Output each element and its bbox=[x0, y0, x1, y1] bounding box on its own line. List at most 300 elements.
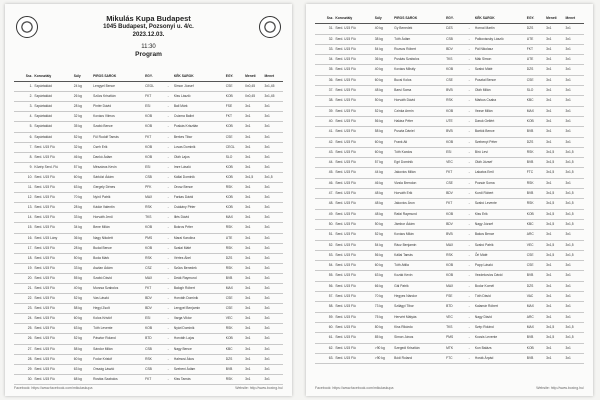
red-boxer-name: Gergely Dénes bbox=[92, 183, 144, 193]
red-boxer-name: Jakovics Milán bbox=[393, 168, 445, 178]
blue-boxer-name: Kiss László bbox=[173, 92, 225, 102]
rounds-format: 3x1,5 bbox=[545, 240, 564, 250]
vs-separator: - bbox=[163, 223, 172, 233]
table-row bbox=[315, 34, 584, 44]
blue-boxer-club: RSK bbox=[526, 178, 545, 188]
website-link[interactable]: Website: http://www.boxing.hu/ bbox=[536, 386, 584, 390]
age-category: Serd. U15 Fiú bbox=[334, 189, 373, 199]
rounds-format: 3x1 bbox=[244, 102, 263, 112]
table-row bbox=[315, 86, 584, 96]
red-boxer-club: FKT bbox=[445, 199, 464, 209]
red-boxer-club: BDV bbox=[445, 189, 464, 199]
bout-number: 17. bbox=[14, 243, 33, 253]
blue-boxer-name: Vértes Ábel bbox=[173, 253, 225, 263]
bout-format: 3x1 bbox=[264, 152, 283, 162]
red-boxer-club: KOB bbox=[144, 243, 163, 253]
age-category: Serd. U15 Fiú bbox=[33, 203, 72, 213]
blue-boxer-name: Orosz Bence bbox=[173, 183, 225, 193]
blue-boxer-club: KBC bbox=[526, 219, 545, 229]
red-boxer-name: Mészáros Kevin bbox=[92, 162, 144, 172]
rounds-format: 3x1 bbox=[545, 55, 564, 65]
col-blue-club: EGY. bbox=[526, 14, 545, 24]
weight-class: 40 kg bbox=[73, 283, 92, 293]
weight-class: 32 kg bbox=[73, 142, 92, 152]
red-boxer-name: Puskás Szabolcs bbox=[393, 55, 445, 65]
rounds-format: 3x1 bbox=[545, 96, 564, 106]
weight-class: 50 kg bbox=[374, 219, 393, 229]
blue-boxer-club: BVB bbox=[526, 158, 545, 168]
red-boxer-name: Kádár Valentin bbox=[92, 203, 144, 213]
red-boxer-club: MAX bbox=[144, 193, 163, 203]
website-link[interactable]: Website: http://www.boxing.hu/ bbox=[235, 386, 283, 390]
blue-boxer-name: Kállai Dominik bbox=[173, 172, 225, 182]
vs-separator: - bbox=[163, 172, 172, 182]
blue-boxer-name: Bíró Levi bbox=[474, 147, 526, 157]
weight-class: 48 kg bbox=[374, 86, 393, 96]
red-boxer-name: Rafai Raymund bbox=[393, 209, 445, 219]
blue-boxer-name: Balogh Róbert bbox=[173, 283, 225, 293]
red-boxer-club: BVB bbox=[445, 86, 464, 96]
table-row bbox=[315, 96, 584, 106]
col-rounds: Meneti bbox=[244, 72, 263, 82]
table-row bbox=[14, 162, 283, 172]
table-row bbox=[315, 75, 584, 85]
table-row bbox=[315, 189, 584, 199]
bout-format: 3x1 bbox=[565, 281, 584, 291]
bout-number: 49. bbox=[315, 209, 334, 219]
red-boxer-club: RSK bbox=[144, 354, 163, 364]
table-row bbox=[315, 281, 584, 291]
red-boxer-club: DZS bbox=[445, 24, 464, 34]
red-boxer-name: Fül Rudolf Tamás bbox=[92, 132, 144, 142]
red-boxer-name: Hervért Mátyás bbox=[393, 312, 445, 322]
weight-class: 55 kg bbox=[73, 273, 92, 283]
red-boxer-club: VEC bbox=[445, 312, 464, 322]
red-boxer-name: Rácz Benjamin bbox=[393, 240, 445, 250]
weight-class: 58 kg bbox=[73, 304, 92, 314]
col-weight: Súly bbox=[73, 72, 92, 82]
col-no: Ssz. bbox=[14, 72, 33, 82]
table-row bbox=[315, 219, 584, 229]
event-address: 1045 Budapest, Pozsonyi u. 4/c. bbox=[103, 24, 194, 30]
red-boxer-club: KOB bbox=[144, 223, 163, 233]
bout-format: 3x1 bbox=[264, 364, 283, 374]
bout-number: 25. bbox=[14, 324, 33, 334]
rounds-format: 3x1 bbox=[545, 86, 564, 96]
bout-number: 63. bbox=[315, 353, 334, 363]
bout-number: 43. bbox=[315, 147, 334, 157]
blue-boxer-club: BVB bbox=[526, 127, 545, 137]
club-logo-left-icon bbox=[16, 16, 38, 38]
blue-boxer-name: Bodor Kornél bbox=[474, 281, 526, 291]
table-row bbox=[14, 92, 283, 102]
bout-number: 22. bbox=[14, 294, 33, 304]
blue-boxer-name: Szalai Máté bbox=[173, 243, 225, 253]
rounds-format: 3x1 bbox=[244, 314, 263, 324]
rounds-format: 3x1 bbox=[244, 233, 263, 243]
bout-format: 3x1 bbox=[565, 106, 584, 116]
rounds-format: 3x1 bbox=[545, 312, 564, 322]
table-row bbox=[14, 213, 283, 223]
bout-format: 3x1,45 bbox=[264, 82, 283, 92]
red-boxer-club: FKT bbox=[144, 132, 163, 142]
table-row bbox=[14, 152, 283, 162]
blue-boxer-club: VAC bbox=[526, 292, 545, 302]
rounds-format: 3x1,5 bbox=[545, 168, 564, 178]
age-category: Serd. U15 Fiú bbox=[334, 34, 373, 44]
bout-format: 3x1 bbox=[264, 263, 283, 273]
rounds-format: 3x1 bbox=[244, 152, 263, 162]
bout-number: 44. bbox=[315, 158, 334, 168]
bout-format: 3x1,5 bbox=[565, 147, 584, 157]
blue-boxer-club: RSK bbox=[225, 183, 244, 193]
age-category: Serd. U15 Fiú bbox=[33, 354, 72, 364]
vs-separator: - bbox=[163, 294, 172, 304]
bout-format: 3x1 bbox=[264, 193, 283, 203]
weight-class: 63 kg bbox=[374, 271, 393, 281]
red-boxer-club: BDV bbox=[144, 304, 163, 314]
rounds-format: 3x1 bbox=[244, 324, 263, 334]
blue-boxer-name: Mák Simon bbox=[474, 55, 526, 65]
blue-boxer-name: Csákány Péter bbox=[173, 203, 225, 213]
table-row bbox=[315, 312, 584, 322]
red-boxer-name: Sárközi Ádám bbox=[92, 172, 144, 182]
age-category: Serd. U15 Fiú bbox=[334, 65, 373, 75]
table-row bbox=[315, 178, 584, 188]
blue-boxer-club: MAX bbox=[225, 213, 244, 223]
weight-class: 26 kg bbox=[73, 92, 92, 102]
age-category: Serd. U15 Fiú bbox=[334, 158, 373, 168]
bout-format: 3x1 bbox=[264, 162, 283, 172]
age-category: Serd. U15 Fiú bbox=[334, 322, 373, 332]
weight-class: 75 kg bbox=[374, 312, 393, 322]
blue-boxer-name: Bokros Péter bbox=[173, 223, 225, 233]
bout-format: 3x1,45 bbox=[264, 92, 283, 102]
blue-boxer-club: CEGL bbox=[225, 142, 244, 152]
red-boxer-club: KOB bbox=[445, 65, 464, 75]
age-category: Serd. U15 Fiú bbox=[33, 294, 72, 304]
table-row bbox=[14, 283, 283, 293]
blue-boxer-name: Farkas Dávid bbox=[173, 193, 225, 203]
blue-boxer-club: KOB bbox=[526, 209, 545, 219]
red-boxer-club: CEGL bbox=[144, 82, 163, 92]
weight-class: 48 kg bbox=[374, 189, 393, 199]
bout-format: 3x1 bbox=[565, 75, 584, 85]
age-category: Serd. U15 Fiú bbox=[334, 312, 373, 322]
vs-separator: - bbox=[163, 193, 172, 203]
bout-format: 3x1,5 bbox=[565, 209, 584, 219]
age-category: Serd. U15 Fiú bbox=[33, 213, 72, 223]
table-row bbox=[14, 82, 283, 92]
table-row bbox=[14, 112, 283, 122]
vs-separator: - bbox=[163, 324, 172, 334]
rounds-format: 3x1 bbox=[545, 34, 564, 44]
red-boxer-name: Dankó Ádám bbox=[92, 152, 144, 162]
program-header bbox=[14, 10, 283, 72]
rounds-format: 0x0,45 bbox=[244, 82, 263, 92]
bout-number: 14. bbox=[14, 213, 33, 223]
vs-separator: - bbox=[163, 273, 172, 283]
age-category: Serd. U15 Fiú bbox=[334, 75, 373, 85]
weight-class: 52 kg bbox=[374, 230, 393, 240]
vs-separator: - bbox=[163, 132, 172, 142]
table-row bbox=[315, 24, 584, 34]
table-row bbox=[14, 354, 283, 364]
red-boxer-club: KOB bbox=[445, 106, 464, 116]
blue-boxer-name: Tóth Dávid bbox=[474, 292, 526, 302]
bout-number: 23. bbox=[14, 304, 33, 314]
vs-separator: - bbox=[163, 283, 172, 293]
rounds-format: 3x1 bbox=[244, 243, 263, 253]
age-category: Szpártakiád bbox=[33, 112, 72, 122]
red-boxer-name: Horváth Jenő bbox=[92, 213, 144, 223]
weight-class: >90 kg bbox=[374, 353, 393, 363]
age-category: Szpártakiád bbox=[33, 82, 72, 92]
blue-boxer-club: MAX bbox=[526, 106, 545, 116]
table-row bbox=[14, 132, 283, 142]
facebook-link[interactable]: Facebook: https://www.facebook.com/mikulaskupa bbox=[315, 386, 394, 390]
vs-separator: - bbox=[163, 314, 172, 324]
red-boxer-club: MAX bbox=[144, 273, 163, 283]
table-row bbox=[315, 137, 584, 147]
rounds-format: 3x1 bbox=[244, 142, 263, 152]
blue-boxer-name: Szép Rolánd bbox=[474, 322, 526, 332]
vs-separator: - bbox=[464, 65, 473, 75]
bout-number: 36. bbox=[315, 75, 334, 85]
facebook-link[interactable]: Facebook: https://www.facebook.com/mikulaskupa bbox=[14, 386, 93, 390]
blue-boxer-name: Kocsis Levente bbox=[474, 333, 526, 343]
blue-boxer-name: Bali Márk bbox=[173, 102, 225, 112]
age-category: Serd. U15 Fiú bbox=[334, 24, 373, 34]
rounds-format: 3x1 bbox=[545, 302, 564, 312]
club-logo-right-icon bbox=[259, 16, 281, 38]
bout-number: 38. bbox=[315, 96, 334, 106]
bout-format: 3x1,5 bbox=[565, 199, 584, 209]
table-row bbox=[315, 127, 584, 137]
bout-number: 41. bbox=[315, 127, 334, 137]
vs-separator: - bbox=[464, 158, 473, 168]
weight-class: 52 kg bbox=[73, 334, 92, 344]
rounds-format: 3x1,5 bbox=[244, 172, 263, 182]
bout-format: 3x1,5 bbox=[565, 250, 584, 260]
blue-boxer-club: MAX bbox=[225, 283, 244, 293]
bout-format: 3x1 bbox=[565, 353, 584, 363]
blue-boxer-name: Berkes Tibor bbox=[173, 132, 225, 142]
bout-number: 10. bbox=[14, 172, 33, 182]
vs-separator: - bbox=[163, 142, 172, 152]
age-category: Serd. U15 Fiú bbox=[334, 116, 373, 126]
age-category: Szpártakiád bbox=[33, 92, 72, 102]
bout-format: 3x1 bbox=[264, 253, 283, 263]
age-category: Serd. U15 Fiú bbox=[334, 127, 373, 137]
blue-boxer-name: Kiss Tamás bbox=[173, 374, 225, 384]
bout-number: 60. bbox=[315, 322, 334, 332]
table-row bbox=[14, 122, 283, 132]
weight-class: 57 kg bbox=[374, 158, 393, 168]
blue-boxer-club: FTC bbox=[526, 168, 545, 178]
blue-boxer-club: CSE bbox=[526, 75, 545, 85]
col-weight: Súly bbox=[374, 14, 393, 24]
age-category: Serd. U15 Fiú bbox=[33, 374, 72, 384]
blue-boxer-name: Szabó Máté bbox=[474, 65, 526, 75]
blue-boxer-name: Simon József bbox=[173, 82, 225, 92]
table-row bbox=[315, 199, 584, 209]
bout-format: 3x1 bbox=[565, 34, 584, 44]
rounds-format: 3x1,5 bbox=[545, 219, 564, 229]
col-red-corner: PIROS SAROK bbox=[92, 72, 144, 82]
blue-boxer-name: Papp László bbox=[474, 261, 526, 271]
bout-number: 20. bbox=[14, 273, 33, 283]
vs-separator: - bbox=[163, 112, 172, 122]
red-boxer-club: CSZ bbox=[144, 263, 163, 273]
weight-class: 60 kg bbox=[374, 147, 393, 157]
weight-class: 33 kg bbox=[73, 263, 92, 273]
blue-boxer-club: CSE bbox=[526, 250, 545, 260]
table-row bbox=[14, 334, 283, 344]
bout-format: 3x1 bbox=[565, 137, 584, 147]
bout-format: 3x1,5 bbox=[565, 322, 584, 332]
age-category: Serd. U15 Fiú bbox=[334, 106, 373, 116]
col-separator bbox=[464, 14, 473, 24]
table-row bbox=[14, 102, 283, 112]
red-boxer-name: Szilágyi Tibor bbox=[393, 302, 445, 312]
weight-class: 40 kg bbox=[374, 24, 393, 34]
blue-boxer-name: Pusztai Bence bbox=[474, 75, 526, 85]
blue-boxer-club: ARC bbox=[526, 230, 545, 240]
bout-format: 3x1,5 bbox=[565, 240, 584, 250]
blue-boxer-club: VEC bbox=[526, 240, 545, 250]
red-boxer-club: MAX bbox=[445, 281, 464, 291]
vs-separator: - bbox=[464, 250, 473, 260]
red-boxer-club: TKS bbox=[144, 213, 163, 223]
weight-class: 60 kg bbox=[73, 354, 92, 364]
vs-separator: - bbox=[464, 96, 473, 106]
bout-number: 46. bbox=[315, 178, 334, 188]
bout-format: 3x1 bbox=[264, 294, 283, 304]
blue-boxer-name: Nagy József bbox=[474, 219, 526, 229]
bout-number: 53. bbox=[315, 250, 334, 260]
bout-format: 3x1 bbox=[565, 343, 584, 353]
bout-format: 3x1 bbox=[565, 271, 584, 281]
bout-format: 3x1 bbox=[565, 96, 584, 106]
weight-class: 73 kg bbox=[374, 302, 393, 312]
rounds-format: 3x1 bbox=[545, 271, 564, 281]
bout-number: 7. bbox=[14, 142, 33, 152]
weight-class: 50 kg bbox=[374, 96, 393, 106]
weight-class: 68 kg bbox=[73, 374, 92, 384]
blue-boxer-club: BVB bbox=[526, 333, 545, 343]
red-boxer-club: MTK bbox=[445, 343, 464, 353]
bout-number: 56. bbox=[315, 281, 334, 291]
bout-number: 12. bbox=[14, 193, 33, 203]
blue-boxer-club: DZS bbox=[526, 65, 545, 75]
table-row bbox=[315, 333, 584, 343]
age-category: Serd. U15 Fiú bbox=[33, 142, 72, 152]
blue-boxer-name: Lovas Dominik bbox=[173, 142, 225, 152]
red-boxer-club: KOB bbox=[144, 142, 163, 152]
rounds-format: 0x0,45 bbox=[244, 92, 263, 102]
weight-class: 28 kg bbox=[73, 102, 92, 112]
age-category: Serd. U15 Lány bbox=[33, 233, 72, 243]
bout-format: 3x1 bbox=[264, 283, 283, 293]
bout-number: 39. bbox=[315, 106, 334, 116]
age-category: Serd. U15 Fiú bbox=[33, 344, 72, 354]
weight-class: 60 kg bbox=[374, 75, 393, 85]
bout-format: 3x1 bbox=[264, 102, 283, 112]
vs-separator: - bbox=[464, 24, 473, 34]
age-category: Serd. U15 Fiú bbox=[33, 193, 72, 203]
table-row bbox=[315, 261, 584, 271]
table-row bbox=[315, 353, 584, 363]
rounds-format: 3x1 bbox=[244, 253, 263, 263]
vs-separator: - bbox=[464, 137, 473, 147]
red-boxer-name: Cseh Erik bbox=[92, 142, 144, 152]
blue-boxer-club: RSK bbox=[225, 243, 244, 253]
blue-boxer-club: RSK bbox=[225, 263, 244, 273]
blue-boxer-name: Őri Máté bbox=[474, 250, 526, 260]
blue-boxer-name: Horák Árpád bbox=[474, 353, 526, 363]
age-category: Serd. U15 Fiú bbox=[334, 147, 373, 157]
blue-boxer-name: Marai Karolina bbox=[173, 233, 225, 243]
blue-boxer-name: Szabó Patrik bbox=[474, 240, 526, 250]
blue-boxer-name: Kiss Erik bbox=[474, 209, 526, 219]
age-category: Közép Serd. Fiú bbox=[33, 162, 72, 172]
table-row bbox=[315, 271, 584, 281]
bout-number: 13. bbox=[14, 203, 33, 213]
rounds-format: 3x1 bbox=[545, 261, 564, 271]
event-time: 11:30 bbox=[141, 44, 156, 50]
vs-separator: - bbox=[163, 203, 172, 213]
blue-boxer-name: Halmosi Ákos bbox=[173, 354, 225, 364]
bout-number: 47. bbox=[315, 189, 334, 199]
blue-boxer-club: SLO bbox=[526, 86, 545, 96]
bout-number: 18. bbox=[14, 253, 33, 263]
blue-boxer-name: Oláh Lajos bbox=[173, 152, 225, 162]
red-boxer-name: Fodor Kristóf bbox=[92, 354, 144, 364]
bout-number: 37. bbox=[315, 86, 334, 96]
weight-class: 46 kg bbox=[374, 178, 393, 188]
vs-separator: - bbox=[163, 364, 172, 374]
blue-boxer-club: RSK bbox=[225, 374, 244, 384]
blue-boxer-club: KOB bbox=[225, 193, 244, 203]
blue-boxer-club: RSK bbox=[225, 324, 244, 334]
table-row bbox=[14, 203, 283, 213]
table-row bbox=[315, 168, 584, 178]
bout-format: 3x1 bbox=[565, 86, 584, 96]
blue-boxer-club: KOB bbox=[526, 343, 545, 353]
blue-boxer-club: DZS bbox=[526, 24, 545, 34]
blue-boxer-name: Pozsár Soma bbox=[474, 178, 526, 188]
table-row bbox=[14, 273, 283, 283]
red-boxer-name: Boda Márk bbox=[92, 253, 144, 263]
vs-separator: - bbox=[163, 122, 172, 132]
red-boxer-club: ESI bbox=[445, 147, 464, 157]
bout-number: 50. bbox=[315, 219, 334, 229]
bout-number: 16. bbox=[14, 233, 33, 243]
col-category: Korosztály bbox=[33, 72, 72, 82]
rounds-format: 3x1 bbox=[244, 304, 263, 314]
blue-boxer-club: BVB bbox=[526, 353, 545, 363]
vs-separator: - bbox=[163, 162, 172, 172]
weight-class: 33 kg bbox=[73, 213, 92, 223]
rounds-format: 3x1 bbox=[545, 44, 564, 54]
bout-format: 3x1 bbox=[565, 55, 584, 65]
rounds-format: 3x1 bbox=[244, 162, 263, 172]
table-row bbox=[315, 209, 584, 219]
red-boxer-club: PMS bbox=[445, 333, 464, 343]
red-boxer-club: KOB bbox=[144, 324, 163, 334]
weight-class: 52 kg bbox=[374, 106, 393, 116]
